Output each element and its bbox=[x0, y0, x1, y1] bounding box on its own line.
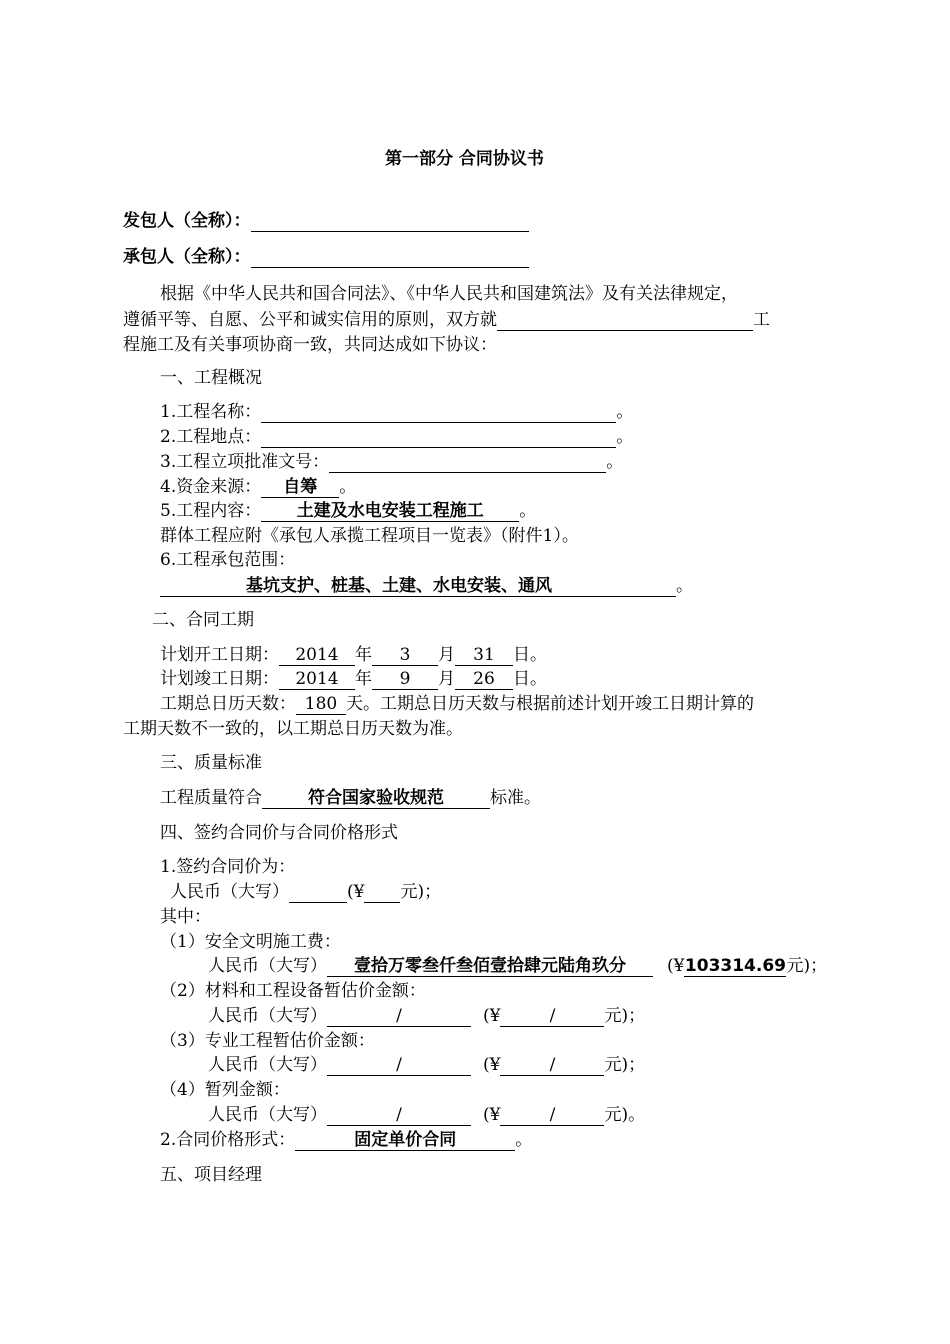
content-value[interactable]: 土建及水电安装工程施工 bbox=[261, 501, 519, 522]
intro-line-3: 程施工及有关事项协商一致，共同达成如下协议： bbox=[123, 335, 497, 355]
contract-price-words[interactable] bbox=[289, 882, 347, 903]
item1-words[interactable]: 壹拾万零叁仟叁佰壹拾肆元陆角玖分 bbox=[327, 956, 653, 977]
item2-label: （2）材料和工程设备暂估价金额： bbox=[160, 981, 426, 1001]
total-days-line-2: 工期天数不一致的，以工期总日历天数为准。 bbox=[123, 719, 463, 739]
content-line: 5.工程内容： 土建及水电安装工程施工 。 bbox=[160, 501, 537, 521]
contractor-label: 承包人（全称）： bbox=[123, 247, 251, 267]
contractor-field[interactable] bbox=[251, 247, 529, 268]
total-days-line: 工期总日历天数： 180 天。工期总日历天数与根据前述计划开竣工日期计算的 bbox=[160, 694, 754, 714]
start-date-line: 计划开工日期： 2014 年 3 月 31 日。 bbox=[160, 645, 547, 665]
finish-month[interactable]: 9 bbox=[372, 669, 438, 690]
contract-price-line: 人民币（大写） (¥ 元)； bbox=[170, 882, 442, 902]
item4-line: 人民币（大写） / (¥ / 元)。 bbox=[208, 1105, 646, 1125]
scope-label: 6.工程承包范围： bbox=[160, 550, 296, 570]
finish-day[interactable]: 26 bbox=[455, 669, 513, 690]
total-days[interactable]: 180 bbox=[296, 694, 346, 715]
contract-price-amount[interactable] bbox=[364, 882, 400, 903]
item1-amount[interactable]: 103314.69 bbox=[684, 956, 786, 976]
project-name-line: 1.工程名称： 。 bbox=[160, 402, 634, 422]
intro-line-1: 根据《中华人民共和国合同法》、《中华人民共和国建筑法》及有关法律规定， bbox=[160, 284, 738, 304]
contract-price-label: 1.签约合同价为： bbox=[160, 857, 296, 877]
item3-words[interactable]: / bbox=[327, 1055, 471, 1076]
approval-number-field[interactable] bbox=[329, 452, 606, 473]
item3-amount[interactable]: / bbox=[500, 1055, 604, 1076]
item2-amount[interactable]: / bbox=[500, 1006, 604, 1027]
finish-date-line: 计划竣工日期： 2014 年 9 月 26 日。 bbox=[160, 669, 547, 689]
funds-value[interactable]: 自筹 bbox=[261, 477, 339, 498]
employer-field[interactable] bbox=[251, 211, 529, 232]
project-name-field[interactable] bbox=[261, 402, 616, 423]
price-form-value[interactable]: 固定单价合同 bbox=[295, 1130, 515, 1151]
scope-value[interactable]: 基坑支护、桩基、土建、水电安装、通风 bbox=[160, 576, 676, 597]
section3-heading: 三、质量标准 bbox=[160, 753, 262, 773]
item2-line: 人民币（大写） / (¥ / 元)； bbox=[208, 1006, 646, 1026]
employer-label: 发包人（全称）： bbox=[123, 211, 251, 231]
item4-amount[interactable]: / bbox=[500, 1105, 604, 1126]
intro-line-2: 遵循平等、自愿、公平和诚实信用的原则，双方就 工 bbox=[123, 310, 770, 330]
contractor-line bbox=[123, 246, 529, 268]
employer-line bbox=[123, 210, 529, 232]
project-blank[interactable] bbox=[497, 310, 753, 331]
finish-year[interactable]: 2014 bbox=[279, 669, 355, 690]
price-form-line: 2.合同价格形式： 固定单价合同 。 bbox=[160, 1130, 533, 1150]
item1-line: 人民币（大写） 壹拾万零叁仟叁佰壹拾肆元陆角玖分 (¥103314.69元)； bbox=[208, 956, 828, 976]
section1-heading: 一、工程概况 bbox=[160, 368, 262, 388]
section2-heading: 二、合同工期 bbox=[152, 610, 254, 630]
item1-label: （1）安全文明施工费： bbox=[160, 932, 341, 952]
start-day[interactable]: 31 bbox=[455, 645, 513, 666]
project-location-line: 2.工程地点： 。 bbox=[160, 427, 634, 447]
approval-number-line: 3.工程立项批准文号： 。 bbox=[160, 452, 624, 472]
section5-heading: 五、项目经理 bbox=[160, 1165, 262, 1185]
start-month[interactable]: 3 bbox=[372, 645, 438, 666]
of-which: 其中： bbox=[160, 907, 211, 927]
section4-heading: 四、签约合同价与合同价格形式 bbox=[160, 823, 398, 843]
project-location-field[interactable] bbox=[261, 427, 616, 448]
start-year[interactable]: 2014 bbox=[279, 645, 355, 666]
item2-words[interactable]: / bbox=[327, 1006, 471, 1027]
attachment-note: 群体工程应附《承包人承揽工程项目一览表》（附件1）。 bbox=[160, 526, 579, 546]
scope-line: 基坑支护、桩基、土建、水电安装、通风 。 bbox=[160, 575, 693, 597]
item4-words[interactable]: / bbox=[327, 1105, 471, 1126]
quality-value[interactable]: 符合国家验收规范 bbox=[262, 788, 490, 809]
quality-line: 工程质量符合 符合国家验收规范 标准。 bbox=[160, 788, 541, 808]
item3-label: （3）专业工程暂估价金额： bbox=[160, 1031, 375, 1051]
page-title: 第一部分 合同协议书 bbox=[385, 149, 544, 169]
item3-line: 人民币（大写） / (¥ / 元)； bbox=[208, 1055, 646, 1075]
funds-line: 4.资金来源： 自筹 。 bbox=[160, 477, 357, 497]
item4-label: （4）暂列金额： bbox=[160, 1080, 290, 1100]
